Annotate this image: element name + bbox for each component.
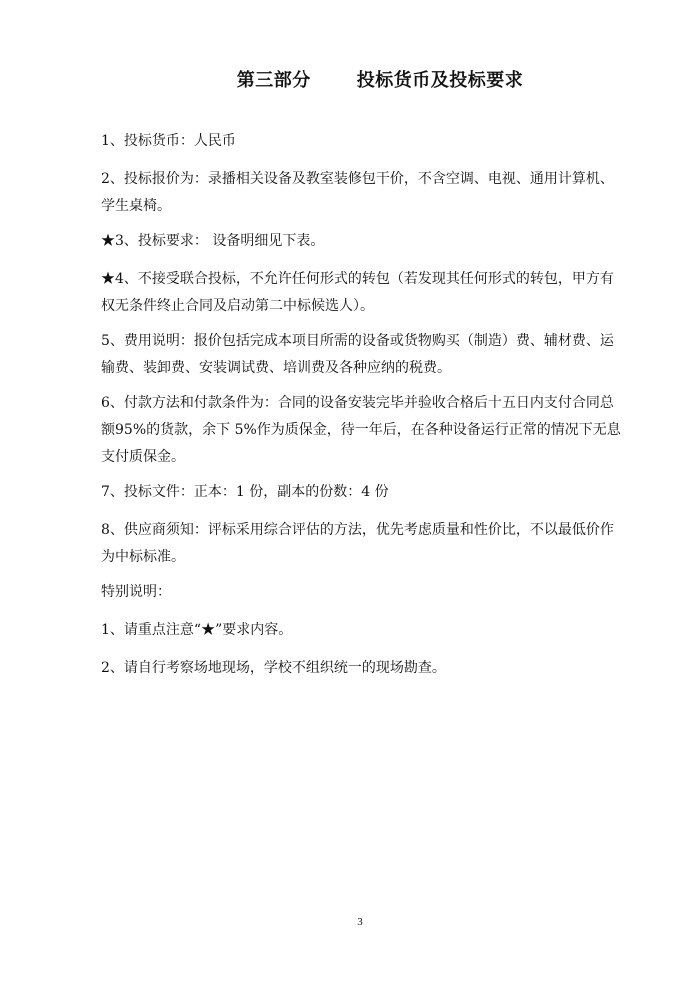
paragraph-payment-terms: 6、付款方法和付款条件为：合同的设备安装完毕并验收合格后十五日内支付合同总额95%的货款，余下 5%作为质保金，待一年后，在各种设备运行正常的情况下无息支付质保金。 <box>101 395 621 465</box>
paragraph-special-note-heading: 特别说明： <box>101 584 171 600</box>
paragraph-special-note-1: 1、请重点注意“★”要求内容。 <box>101 622 293 638</box>
title-part-heading: 投标货币及投标要求 <box>356 70 524 91</box>
document-body <box>101 128 621 693</box>
page-number: 3 <box>357 916 363 928</box>
paragraph-bid-price: 2、投标报价为：录播相关设备及教室装修包干价，不含空调、电视、通用计算机、学生桌椅。 <box>101 171 614 214</box>
page-title <box>0 66 700 92</box>
paragraph-bid-documents: 7、投标文件：正本：1 份，副本的份数：4 份 <box>101 484 389 500</box>
paragraph-cost-description: 5、费用说明：报价包括完成本项目所需的设备或货物购买（制造）费、辅材费、运输费、装卸费、安装调试费、培训费及各种应纳的税费。 <box>101 333 614 376</box>
paragraph-bid-requirements: ★3、投标要求： 设备明细见下表。 <box>101 233 325 249</box>
paragraph-supplier-notice: 8、供应商须知：评标采用综合评估的方法，优先考虑质量和性价比，不以最低价作为中标标准。 <box>101 522 614 565</box>
paragraph-special-note-2: 2、请自行考察场地现场，学校不组织统一的现场勘查。 <box>101 660 446 676</box>
paragraph-bid-currency: 1、投标货币：人民币 <box>101 133 236 149</box>
paragraph-no-joint-bid: ★4、不接受联合投标，不允许任何形式的转包（若发现其任何形式的转包，甲方有权无条件终止合同及启动第二中标候选人）。 <box>101 271 614 314</box>
title-part-number: 第三部分 <box>236 70 311 91</box>
